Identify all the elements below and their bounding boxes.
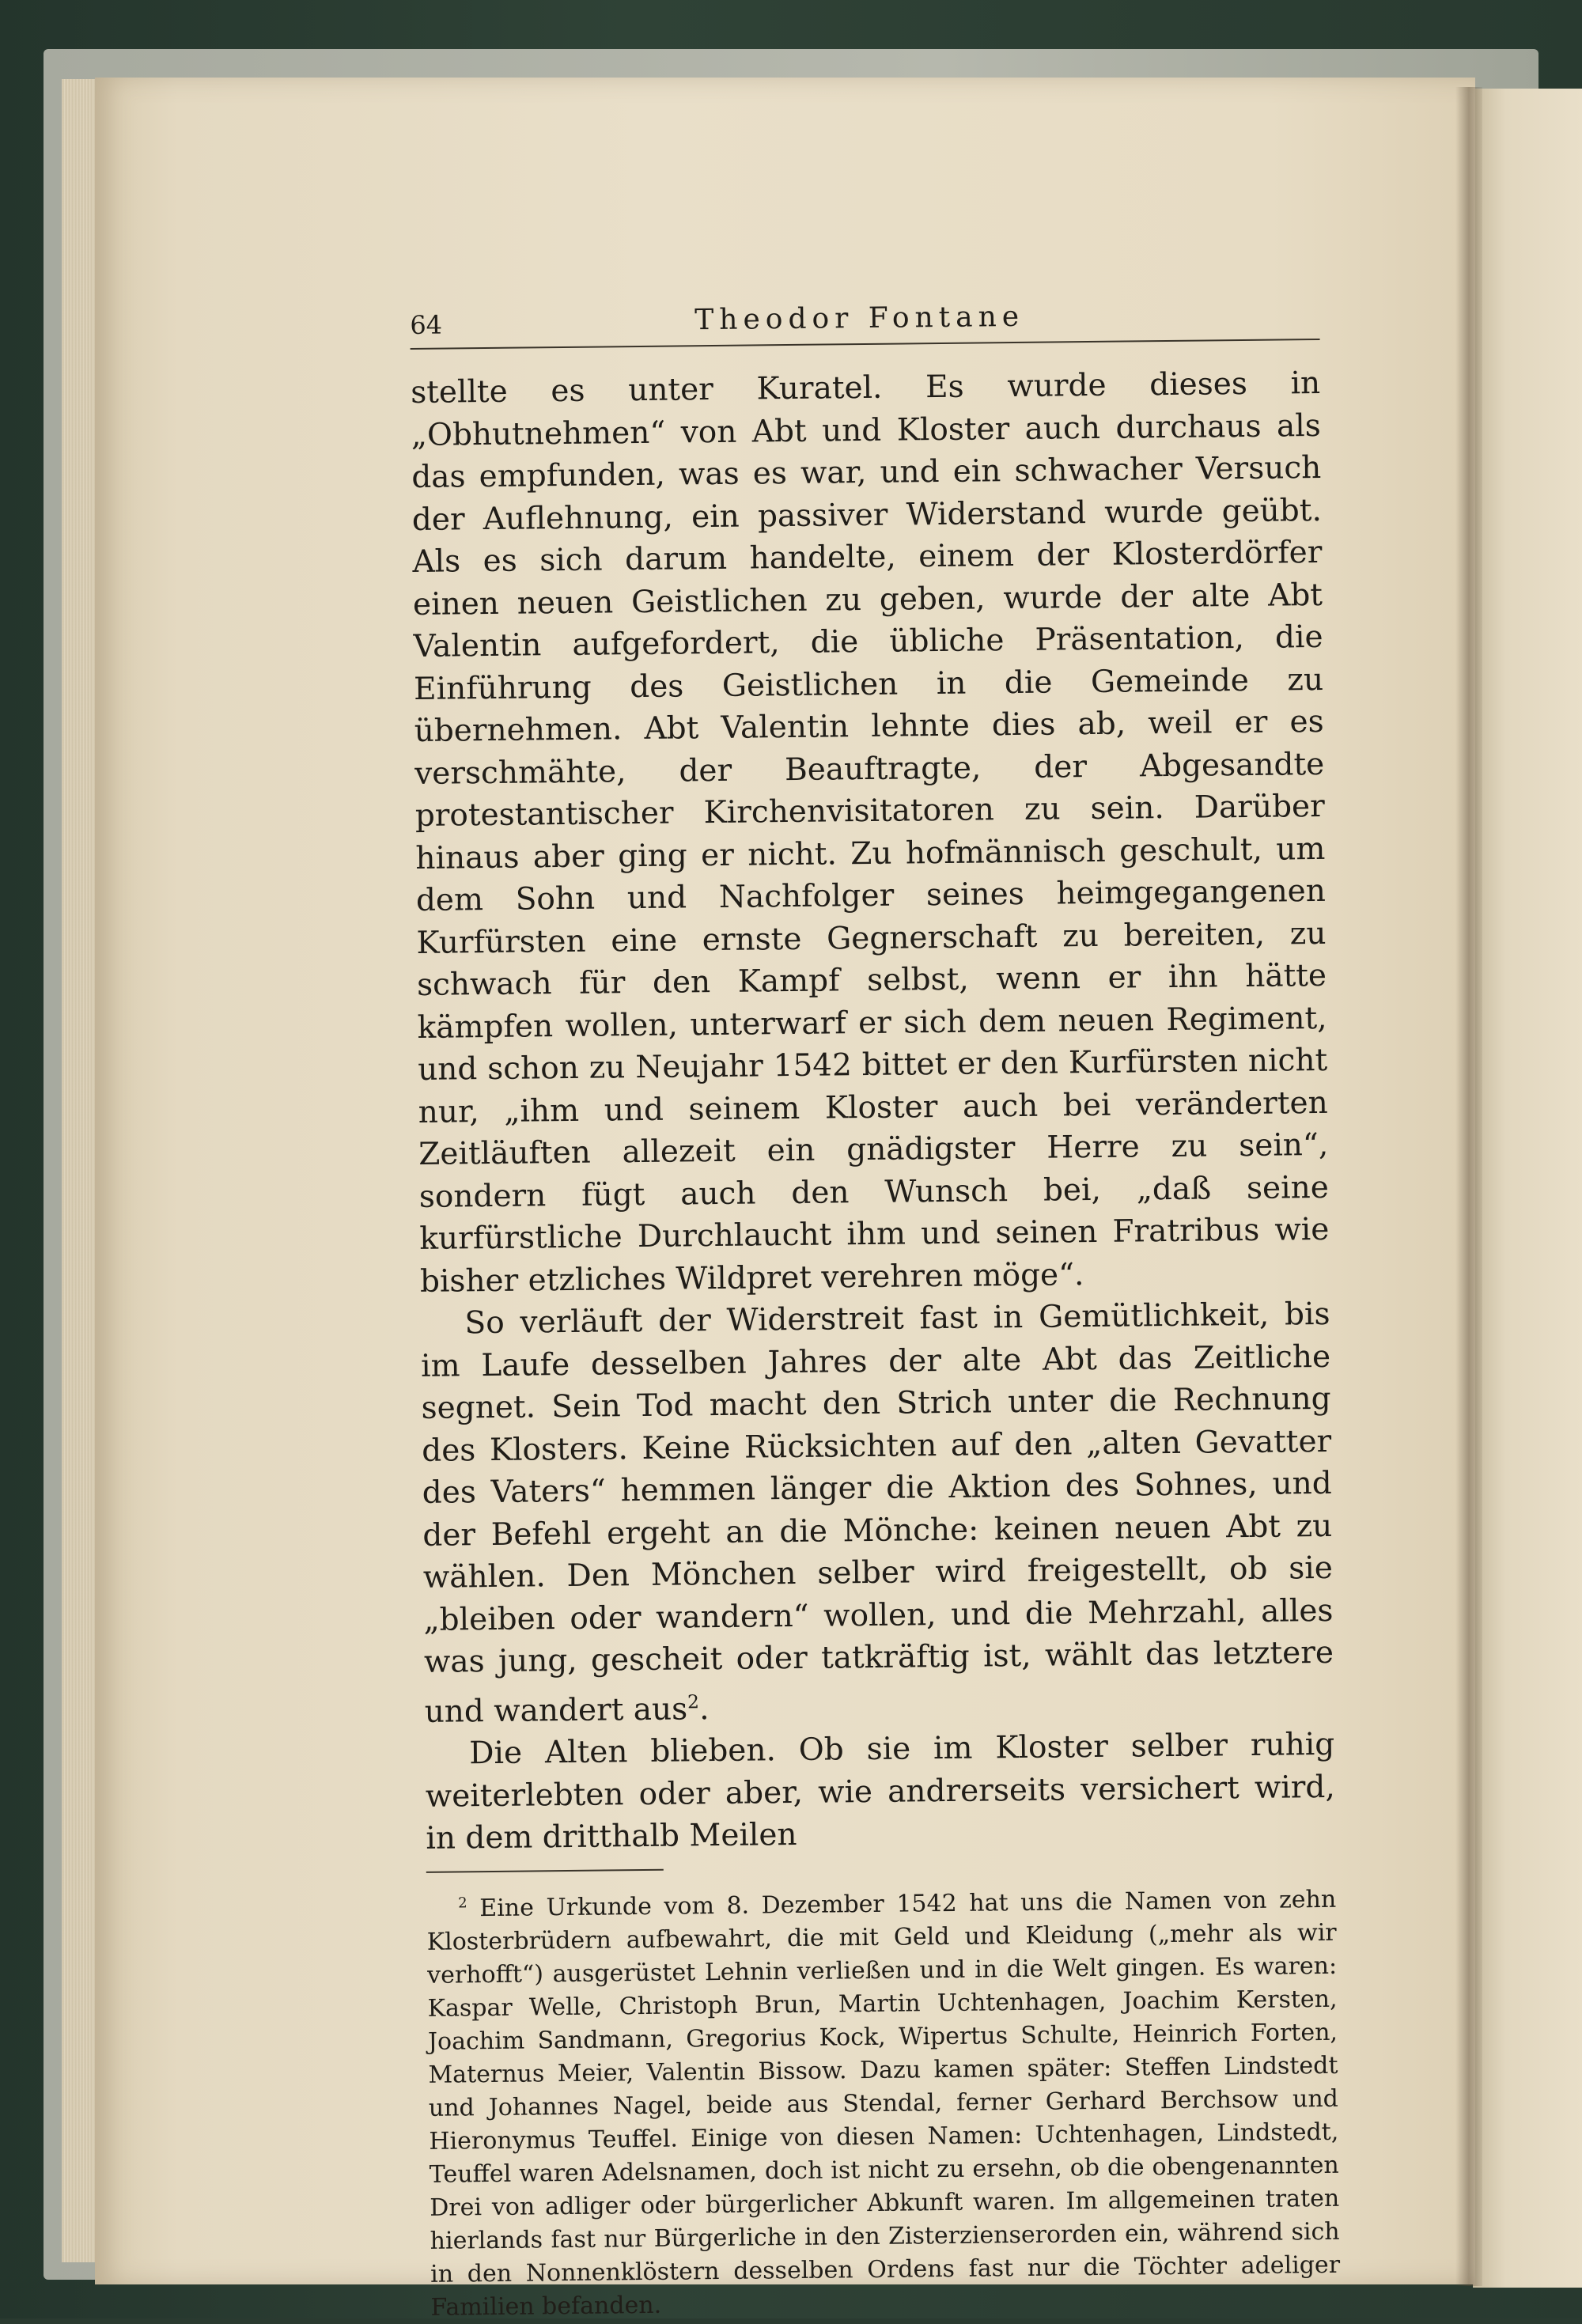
footnote-divider xyxy=(426,1868,664,1872)
footnote-reference: 2 xyxy=(687,1690,700,1713)
facing-page xyxy=(1473,89,1582,2288)
page-header xyxy=(410,291,1320,350)
body-text xyxy=(411,362,1336,1860)
paragraph: So verläuft der Widerstreit fast in Gemütlichkeit, bis im Laufe desselben Jahres der alte Abt das Zeitliche segnet. Sein Tod macht den Strich unter die Rechnung des Klosters. Keine Rücksichten auf den „alten Gevatter des Vaters“ hemmen länger die Aktion des Sohnes, und der Befehl ergeht an die Mönche: keinen neuen Abt zu wählen. Den Mönchen selber wird freigestellt, ob sie „bleiben oder wandern“ wollen, und die Mehrzahl, alles was jung, gescheit oder tatkräftig ist, wählt das letztere und wandert aus$^2$. xyxy=(420,1296,1334,1730)
page-content xyxy=(410,291,1341,2324)
page-number: 64 xyxy=(410,309,443,340)
footnote-body: Eine Urkunde vom 8. Dezember 1542 hat uns die Namen von zehn Klosterbrüdern aufbewahrt, die mit Geld und Kleidung („mehr als wir verhofft“) ausgerüstet Lehnin verließen und in die Welt gingen. Es waren: Kaspar Welle, Christoph Brun, Martin Uchtenhagen, Joachim Kersten, Joachim Sandmann, Gregorius Kock, Wipertus Schulte, Heinrich Forten, Maternus Meier, Valentin Bissow. Dazu kamen später: Steffen Lindstedt und Johannes Nagel, beide aus Stendal, ferner Gerhard Berchsow und Hieronymus Teuffel. Einige von diesen Namen: Uchtenhagen, Lindstedt, Teuffel waren Adelsnamen, doch ist nicht zu ersehn, ob die obengenannten Drei von adliger oder bürgerlicher Abkunft waren. Im allgemeinen traten hierlands fast nur Bürgerliche in den Zisterzienserorden ein, während sich in den Nonnenklöstern desselben Ordens fast nur die Töchter adeliger Familien befanden. xyxy=(426,1885,1341,2322)
paragraph-text: So verläuft der Widerstreit fast in Gemütlichkeit, bis im Laufe desselben Jahres der alte Abt das Zeitliche segnet. Sein Tod macht den Strich unter die Rechnung des Klosters. Keine Rücksichten auf den „alten Gevatter des Vaters“ hemmen länger die Aktion des Sohnes, und der Befehl ergeht an die Mönche: keinen neuen Abt zu wählen. Den Mönchen selber wird freigestellt, ob sie „bleiben oder wandern“ wollen, und die Mehrzahl, alles was jung, gescheit oder tatkräftig ist, wählt das letztere und wandert aus xyxy=(420,1296,1334,1730)
footnote-marker: 2 xyxy=(458,1894,467,1911)
footnote xyxy=(426,1877,1341,2324)
footnote-text xyxy=(426,1877,1341,2324)
paragraph: stellte es unter Kuratel. Es wurde dieses in „Obhutnehmen“ von Abt und Kloster auch durchaus als das empfunden, was es war, und ein schwacher Versuch der Auflehnung, ein passiver Widerstand wurde geübt. Als es sich darum handelte, einem der Klosterdörfer einen neuen Geistlichen zu geben, wurde der alte Abt Valentin aufgefordert, die übliche Präsentation, die Einführung des Geistlichen in die Gemeinde zu übernehmen. Abt Valentin lehnte dies ab, weil er es verschmähte, der Beauftragte, der Abgesandte protestantischer Kirchenvisitatoren zu sein. Darüber hinaus aber ging er nicht. Zu hofmännisch geschult, um dem Sohn und Nachfolger seines heimgegangenen Kurfürsten eine ernste Gegnerschaft zu bereiten, zu schwach für den Kampf selbst, wenn er ihn hätte kämpfen wollen, unterwarf er sich dem neuen Regiment, und schon zu Neujahr 1542 bittet er den Kurfürsten nicht nur, „ihm und seinem Kloster auch bei veränderten Zeitläuften allezeit ein gnädigster Herre zu sein“, sondern fügt auch den Wunsch bei, „daß seine kurfürstliche Durchlaucht ihm und seinen Fratribus wie bisher etzliches Wildpret verehren möge“. xyxy=(410,365,1330,1300)
paragraph: Die Alten blieben. Ob sie im Kloster selber ruhig weiterlebten oder aber, wie andrerseits versichert wird, in dem dritthalb Meilen xyxy=(425,1726,1335,1857)
running-title: Theodor Fontane xyxy=(694,300,1025,337)
book-gutter xyxy=(1455,87,1482,2286)
